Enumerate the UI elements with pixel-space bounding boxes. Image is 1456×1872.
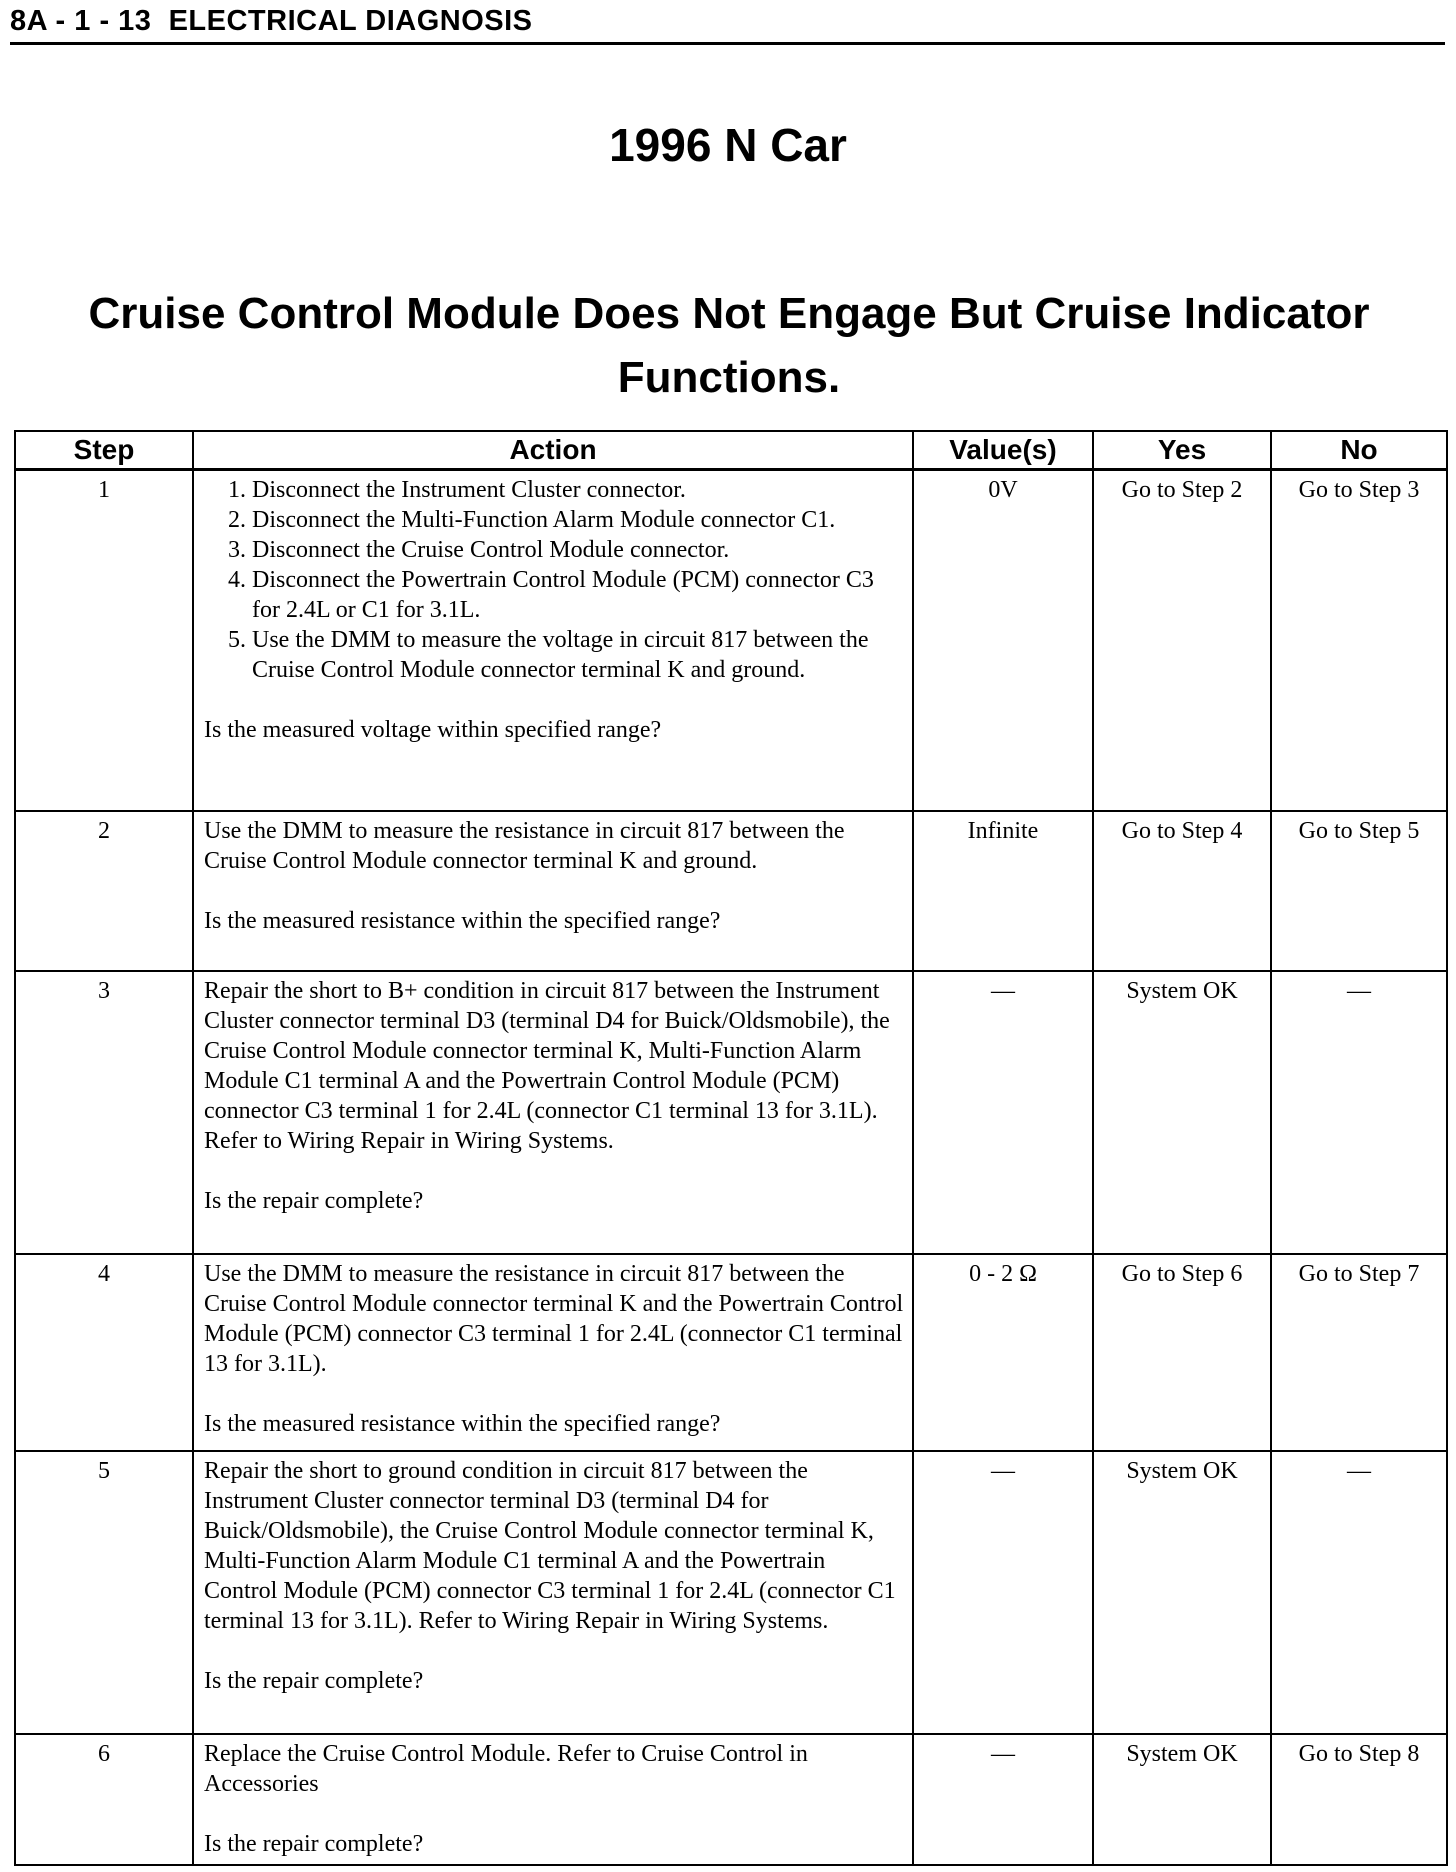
action-cell <box>193 811 913 971</box>
no-cell: Go to Step 3 <box>1271 470 1447 811</box>
no-cell: Go to Step 7 <box>1271 1254 1447 1451</box>
table-row <box>15 1734 1447 1865</box>
action-question: Is the measured voltage within specified range? <box>204 717 662 743</box>
action-question: Is the repair complete? <box>204 1830 424 1857</box>
value-cell: 0V <box>913 470 1093 811</box>
action-text: Use the DMM to measure the resistance in circuit 817 between the Cruise Control Module connector terminal K and ground. <box>204 817 845 874</box>
table-row <box>15 811 1447 971</box>
action-text: Replace the Cruise Control Module. Refer to Cruise Control in Accessories <box>204 1740 808 1797</box>
header-no: No <box>1271 431 1447 470</box>
action-text: Use the DMM to measure the resistance in circuit 817 between the Cruise Control Module connector terminal K and the Powertrain Control Module (PCM) connector C3 terminal 1 for 2.4L (connector C1 terminal 13 for 3.1L). <box>204 1260 904 1377</box>
header-values: Value(s) <box>913 431 1093 470</box>
action-question: Is the repair complete? <box>204 1667 424 1694</box>
action-cell <box>193 1254 913 1451</box>
action-text: Repair the short to B+ condition in circuit 817 between the Instrument Cluster connector terminal D3 (terminal D4 for Buick/Oldsmobile), the Cruise Control Module connector terminal K, Multi-Function Alarm Module C1 terminal A and the Powertrain Control Module (PCM) connector C3 terminal 1 for 2.4L (connector C1 terminal 13 for 3.1L). Refer to Wiring Repair in Wiring Systems. <box>204 977 890 1154</box>
table-row <box>15 971 1447 1254</box>
page-header <box>10 2 1445 45</box>
action-cell <box>193 971 913 1254</box>
value-cell: — <box>913 1734 1093 1865</box>
step-number: 5 <box>15 1451 193 1734</box>
action-steps-list <box>204 475 904 685</box>
action-step: 3. Disconnect the Cruise Control Module connector. <box>252 535 904 565</box>
step-number: 6 <box>15 1734 193 1865</box>
value-cell: 0 - 2 Ω <box>913 1254 1093 1451</box>
yes-cell: System OK <box>1093 971 1271 1254</box>
no-cell: — <box>1271 971 1447 1254</box>
action-cell <box>193 470 913 811</box>
action-cell <box>193 1734 913 1865</box>
step-number: 4 <box>15 1254 193 1451</box>
section-number: 8A - 1 - 13 <box>10 5 152 37</box>
page-title: Cruise Control Module Does Not Engage But Cruise Indicator Functions. <box>88 289 1370 402</box>
car-title: 1996 N Car <box>609 119 847 171</box>
yes-cell: System OK <box>1093 1451 1271 1734</box>
step-number: 1 <box>15 470 193 811</box>
table-row <box>15 470 1447 811</box>
action-step: 5. Use the DMM to measure the voltage in circuit 817 between the Cruise Control Module connector terminal K and ground. <box>252 625 904 685</box>
action-step: 1. Disconnect the Instrument Cluster connector. <box>252 475 904 505</box>
yes-cell: Go to Step 2 <box>1093 470 1271 811</box>
action-text: Repair the short to ground condition in circuit 817 between the Instrument Cluster connector terminal D3 (terminal D4 for Buick/Oldsmobile), the Cruise Control Module connector terminal K, Multi-Function Alarm Module C1 terminal A and the Powertrain Control Module (PCM) connector C3 terminal 1 for 2.4L (connector C1 terminal 13 for 3.1L). Refer to Wiring Repair in Wiring Systems. <box>204 1457 896 1634</box>
action-step: 2. Disconnect the Multi-Function Alarm Module connector C1. <box>252 505 904 535</box>
action-cell <box>193 1451 913 1734</box>
yes-cell: System OK <box>1093 1734 1271 1865</box>
value-cell: — <box>913 1451 1093 1734</box>
action-question: Is the repair complete? <box>204 1187 424 1214</box>
yes-cell: Go to Step 4 <box>1093 811 1271 971</box>
yes-cell: Go to Step 6 <box>1093 1254 1271 1451</box>
step-number: 3 <box>15 971 193 1254</box>
table-header-row <box>15 431 1447 470</box>
header-yes: Yes <box>1093 431 1271 470</box>
section-title: ELECTRICAL DIAGNOSIS <box>168 5 533 37</box>
header-action: Action <box>193 431 913 470</box>
step-number: 2 <box>15 811 193 971</box>
diagnostic-table <box>14 430 1448 1866</box>
action-question: Is the measured resistance within the specified range? <box>204 907 721 934</box>
value-cell: Infinite <box>913 811 1093 971</box>
value-cell: — <box>913 971 1093 1254</box>
no-cell: Go to Step 5 <box>1271 811 1447 971</box>
table-row <box>15 1254 1447 1451</box>
table-row <box>15 1451 1447 1734</box>
header-step: Step <box>15 431 193 470</box>
no-cell: — <box>1271 1451 1447 1734</box>
no-cell: Go to Step 8 <box>1271 1734 1447 1865</box>
action-step: 4. Disconnect the Powertrain Control Module (PCM) connector C3 for 2.4L or C1 for 3.1L. <box>252 565 904 625</box>
action-question: Is the measured resistance within the specified range? <box>204 1410 721 1437</box>
